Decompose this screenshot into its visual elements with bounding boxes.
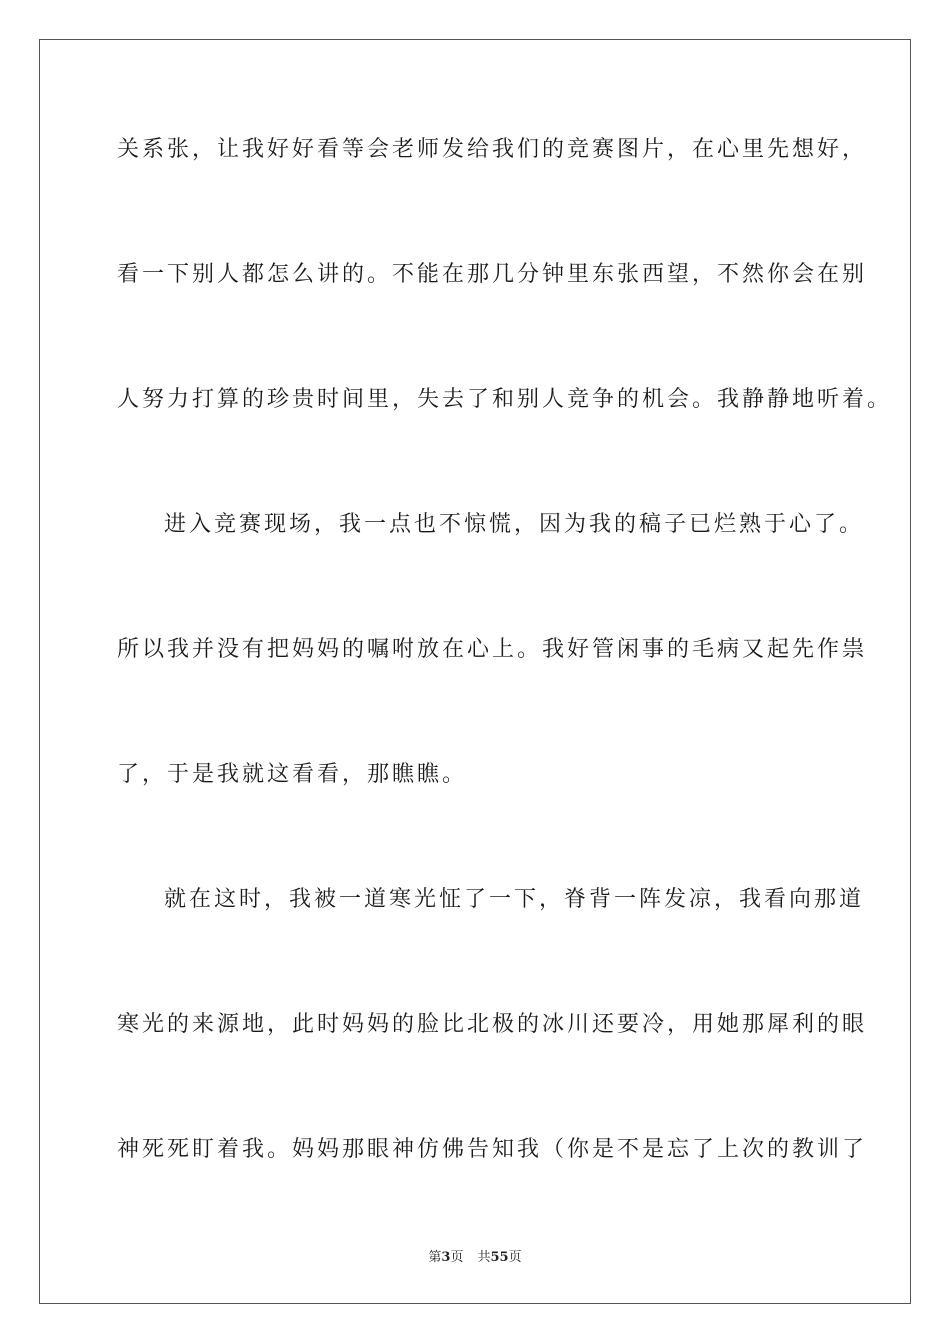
page-footer	[0, 1250, 950, 1266]
page-border	[39, 39, 911, 1304]
text-line: 寒光的来源地，此时妈妈的脸比北极的冰川还要冷，用她那犀利的眼	[117, 1012, 868, 1037]
text-line: 看一下别人都怎么讲的。不能在那几分钟里东张西望，不然你会在别	[117, 262, 868, 287]
paragraph-first-line: 进入竞赛现场，我一点也不惊慌，因为我的稿子已烂熟于心了。	[164, 512, 865, 537]
text-line: 关系张，让我好好看等会老师发给我们的竞赛图片，在心里先想好，	[117, 137, 868, 162]
total-suffix: 页	[508, 1250, 522, 1265]
text-line: 所以我并没有把妈妈的嘱咐放在心上。我好管闲事的毛病又起先作祟	[117, 637, 868, 662]
page-number: 3	[441, 1250, 451, 1265]
page-prefix: 第	[428, 1250, 442, 1265]
text-line: 人努力打算的珍贵时间里，失去了和别人竞争的机会。我静静地听着。	[117, 387, 893, 412]
total-pages: 55	[490, 1250, 509, 1265]
text-line: 神死死盯着我。妈妈那眼神仿佛告知我（你是不是忘了上次的教训了	[117, 1137, 868, 1162]
page-suffix: 页	[450, 1250, 464, 1265]
text-line: 了，于是我就这看看，那瞧瞧。	[117, 762, 468, 787]
paragraph-first-line: 就在这时，我被一道寒光怔了一下，脊背一阵发凉，我看向那道	[164, 887, 865, 912]
total-prefix: 共	[477, 1250, 491, 1265]
